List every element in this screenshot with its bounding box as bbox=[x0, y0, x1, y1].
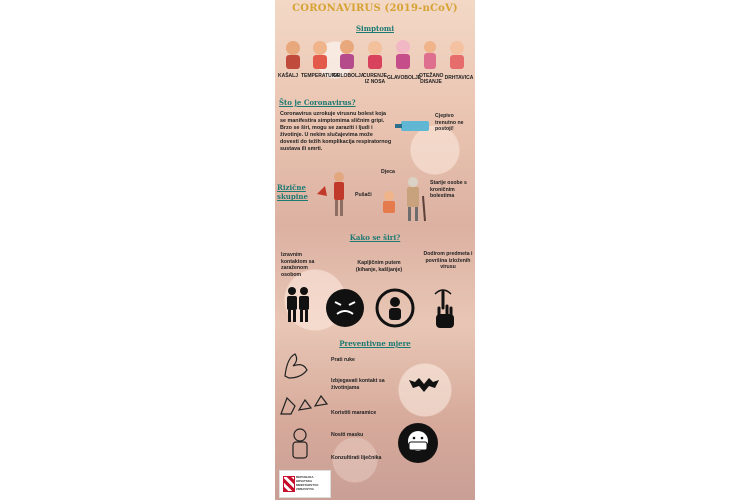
headache-person-icon bbox=[396, 40, 410, 69]
what-is-text: Coronavirus uzrokuje virusnu bolest koja se manifestira simptomima sličnim gripi. Brzo se širi, mogu se zaraziti i ljudi i životinje. U nekim slučajevima može dovesti do težih komplikacija respiratornog sustava ili smrti. bbox=[280, 111, 392, 153]
ministry-name: REPUBLIKA HRVATSKA MINISTARSTVO ZDRAVSTVA bbox=[296, 475, 319, 491]
sneeze-icon bbox=[325, 288, 365, 328]
breathing-difficulty-person-icon bbox=[424, 41, 436, 69]
children-elderly-icon bbox=[377, 176, 429, 222]
prevention-item-tissues: Koristiti maramice bbox=[331, 410, 377, 416]
what-is-heading: Što je Coronavirus? bbox=[279, 98, 356, 107]
spread-heading: Kako se širi? bbox=[349, 233, 401, 242]
elderly-label: Starije osobe s kroničnim bolestima bbox=[430, 180, 467, 199]
shivering-person-icon bbox=[450, 41, 464, 69]
symptom-label-cough: KAŠALJ bbox=[277, 73, 298, 79]
vaccine-note: Cjepivo trenutno ne postoji! bbox=[435, 113, 464, 132]
bat-icon bbox=[407, 376, 441, 394]
prevention-item-animals: Izbjegavati kontakt sa životinjama bbox=[331, 378, 385, 391]
fever-person-icon bbox=[313, 41, 327, 69]
cough-icon bbox=[375, 288, 415, 328]
coughing-person-icon bbox=[286, 41, 300, 69]
symptom-label-headache: GLAVOBOLJE bbox=[387, 75, 422, 81]
prevention-heading: Preventivne mjere bbox=[339, 339, 411, 348]
sore-throat-person-icon bbox=[340, 40, 354, 69]
smoker-icon bbox=[313, 168, 353, 218]
prevention-item-doctor: Konzultirati liječnika bbox=[331, 455, 382, 461]
syringe-icon bbox=[393, 117, 433, 135]
smokers-label: Pušači bbox=[355, 192, 372, 198]
prevention-item-wash: Prati ruke bbox=[331, 357, 355, 363]
mask-person-icon bbox=[397, 422, 439, 464]
direct-contact-icon bbox=[283, 286, 313, 324]
symptom-label-fever: TEMPERATURA bbox=[301, 73, 339, 79]
touch-surface-icon bbox=[429, 286, 461, 330]
hand-washing-icon bbox=[281, 348, 311, 380]
symptom-label-breathing: OTEŽANO DISANJE bbox=[419, 73, 444, 85]
ministry-logo bbox=[279, 470, 331, 498]
symptoms-heading: Simptomi bbox=[356, 24, 394, 33]
symptom-label-shivering: DRHTAVICA bbox=[444, 75, 474, 81]
spread-direct-text: Izravnim kontaktom sa zaraženom osobom bbox=[281, 252, 315, 278]
symptom-label-sore-throat: GRLOBOLJA bbox=[333, 73, 365, 79]
prevention-item-mask: Nositi masku bbox=[331, 432, 364, 438]
symptom-label-runny-nose: CURENJE IZ NOSA bbox=[363, 73, 387, 85]
doctor-icon bbox=[289, 428, 311, 460]
children-label: Djeca bbox=[381, 169, 395, 175]
spread-surfaces-text: Dodirom predmeta i površina izloženih virusu bbox=[423, 251, 473, 270]
risk-groups-heading: Rizične skupine bbox=[277, 183, 308, 202]
tissues-icon bbox=[277, 392, 329, 418]
infographic-poster bbox=[275, 0, 475, 500]
poster-title: CORONAVIRUS (2019-nCoV) bbox=[292, 3, 458, 14]
croatia-coat-of-arms-icon bbox=[283, 476, 295, 492]
symptom-figures bbox=[275, 36, 475, 72]
spread-droplets-text: Kapljičnim putem (kihanje, kašljanje) bbox=[355, 260, 403, 273]
runny-nose-person-icon bbox=[368, 41, 382, 69]
